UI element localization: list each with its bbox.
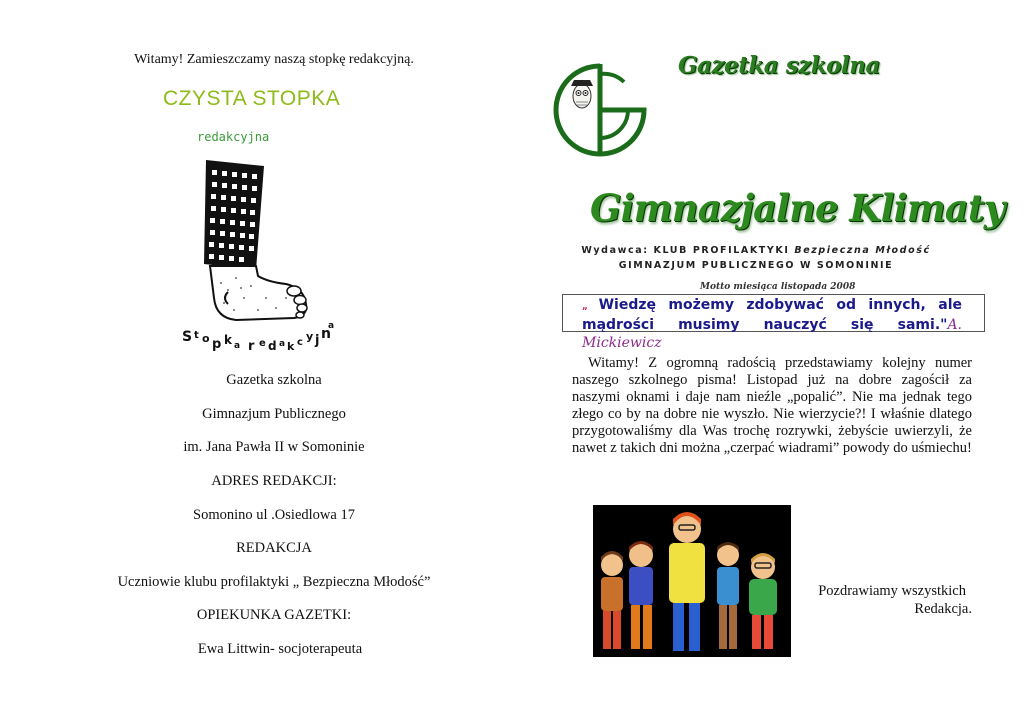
greeting-line-2: Redakcja. [914, 601, 972, 617]
motto-label: Motto miesiąca listopada 2008 [700, 282, 856, 292]
publisher-school: GIMNAZJUM PUBLICZNEGO W SOMONINIE [618, 260, 894, 271]
svg-text:d: d [268, 339, 277, 353]
info-line-school: Gazetka szkolna [226, 372, 322, 388]
svg-text:t: t [194, 330, 199, 341]
foot-illustration [176, 158, 336, 358]
greeting-line-1: Pozdrawiamy wszystkich [818, 583, 966, 599]
svg-text:r: r [248, 339, 255, 354]
svg-text:n: n [321, 326, 331, 342]
svg-text:a: a [279, 339, 286, 349]
publisher-prefix: Wydawca: KLUB PROFILAKTYKI [581, 245, 795, 256]
info-line-supervisor: Ewa Littwin- socjoterapeuta [197, 641, 363, 657]
motto-quote [582, 296, 962, 352]
closing-greeting [800, 582, 972, 618]
kids-cartoon-illustration [593, 505, 791, 657]
svg-text:k: k [287, 340, 295, 353]
svg-text:S: S [182, 329, 193, 345]
svg-text:y: y [306, 330, 314, 343]
redakcyjna-subheading: redakcyjna [197, 130, 270, 144]
svg-text:p: p [212, 337, 222, 352]
main-title: Gimnazjalne Klimaty [590, 186, 1005, 230]
intro-paragraph: Witamy! Z ogromną radością przedstawiamy kolejny numer naszego szkolnego pisma! Listopad już na dobre zagościł za naszymi oknami i daje nam nieźle „popalić”. Nie ma jednak tego złego co by na dobre nie wyszło. Nie wierzycie?! I właśnie dlatego przygotowaliśmy dla Was trochę rozrywki, żebyście uwierzyli, że nawet z takich dni można „czerpać wiadrami” powody do uśmiechu! [572, 355, 972, 456]
svg-text:a: a [328, 321, 335, 331]
info-line-address-label: ADRES REDAKCJI: [211, 473, 337, 489]
info-line-editorial: Uczniowie klubu profilaktyki „ Bezpieczna Młodość” [117, 574, 431, 590]
info-line-supervisor-label: OPIEKUNKA GAZETKI: [196, 607, 352, 623]
quote-open-mark: „ [582, 302, 599, 312]
info-line-address: Somonino ul .Osiedlowa 17 [193, 507, 355, 523]
info-line-editorial-label: REDAKCJA [236, 540, 312, 556]
quote-author: A. Mickiewicz [582, 317, 962, 351]
welcome-text: Witamy! Zamieszczamy naszą stopkę redakcyjną. [134, 52, 414, 67]
info-line-patron: im. Jana Pawła II w Somoninie [183, 439, 365, 455]
svg-text:k: k [224, 333, 232, 347]
info-line-gymnasium: Gimnazjum Publicznego [202, 406, 346, 422]
svg-text:c: c [297, 337, 303, 348]
svg-text:a: a [234, 341, 241, 351]
publisher-club-name: Bezpieczna Młodość [794, 245, 931, 256]
czysta-stopka-heading: CZYSTA STOPKA [163, 87, 341, 110]
school-logo-icon [540, 60, 660, 160]
quote-text: Wiedzę możemy zdobywać od innych, ale mądrości musimy nauczyć się sami." [582, 297, 962, 333]
gazetka-title: Gazetka szkolna [678, 52, 880, 79]
svg-text:j: j [315, 333, 320, 348]
publisher-info [572, 243, 940, 273]
svg-text:o: o [202, 332, 210, 345]
svg-text:e: e [259, 338, 266, 349]
